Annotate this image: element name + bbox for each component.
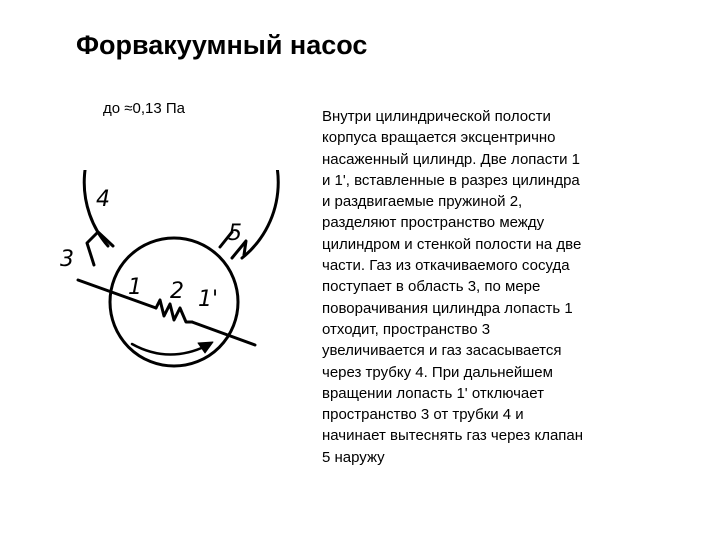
- description-line: начинает вытеснять газ через клапан: [322, 427, 584, 445]
- description-line: и 1', вставленные в разрез цилиндра: [322, 171, 580, 189]
- description-line: 5 наружу: [322, 448, 385, 466]
- description-line: вращении лопасть 1' отключает: [322, 384, 544, 402]
- pump-diagram: [40, 170, 290, 410]
- vane-1: [78, 280, 156, 308]
- label-region-3: 3: [60, 247, 74, 272]
- description-line: корпуса вращается эксцентрично: [322, 129, 556, 147]
- description-line: и раздвигаемые пружиной 2,: [322, 193, 523, 211]
- label-vane-1-prime: 1': [198, 287, 219, 312]
- description-line: разделяют пространство между: [322, 214, 545, 232]
- slide-title: Форвакуумный насос: [76, 30, 368, 60]
- pump-diagram-svg: [40, 170, 290, 410]
- description-line: поступает в область 3, по мере: [322, 278, 541, 296]
- rotation-arrow: [132, 344, 206, 355]
- label-spring-2: 2: [170, 279, 184, 304]
- label-tube-4: 4: [96, 187, 110, 212]
- description-line: через трубку 4. При дальнейшем: [322, 363, 553, 381]
- description-line: цилиндром и стенкой полости на две: [322, 235, 582, 253]
- description-line: отходит, пространство 3: [322, 320, 491, 338]
- label-vane-1: 1: [128, 275, 142, 300]
- label-valve-5: 5: [228, 221, 242, 246]
- description: [322, 106, 667, 468]
- description-line: части. Газ из откачиваемого сосуда: [322, 257, 570, 275]
- description-line: Внутри цилиндрической полости: [322, 108, 551, 125]
- pressure-label: до ≈0,13 Па: [103, 100, 185, 117]
- description-line: увеличивается и газ засасывается: [322, 342, 562, 360]
- description-line: пространство 3 от трубки 4 и: [322, 406, 524, 424]
- description-line: насаженный цилиндр. Две лопасти 1: [322, 150, 581, 168]
- description-line: поворачивания цилиндра лопасть 1: [322, 299, 573, 317]
